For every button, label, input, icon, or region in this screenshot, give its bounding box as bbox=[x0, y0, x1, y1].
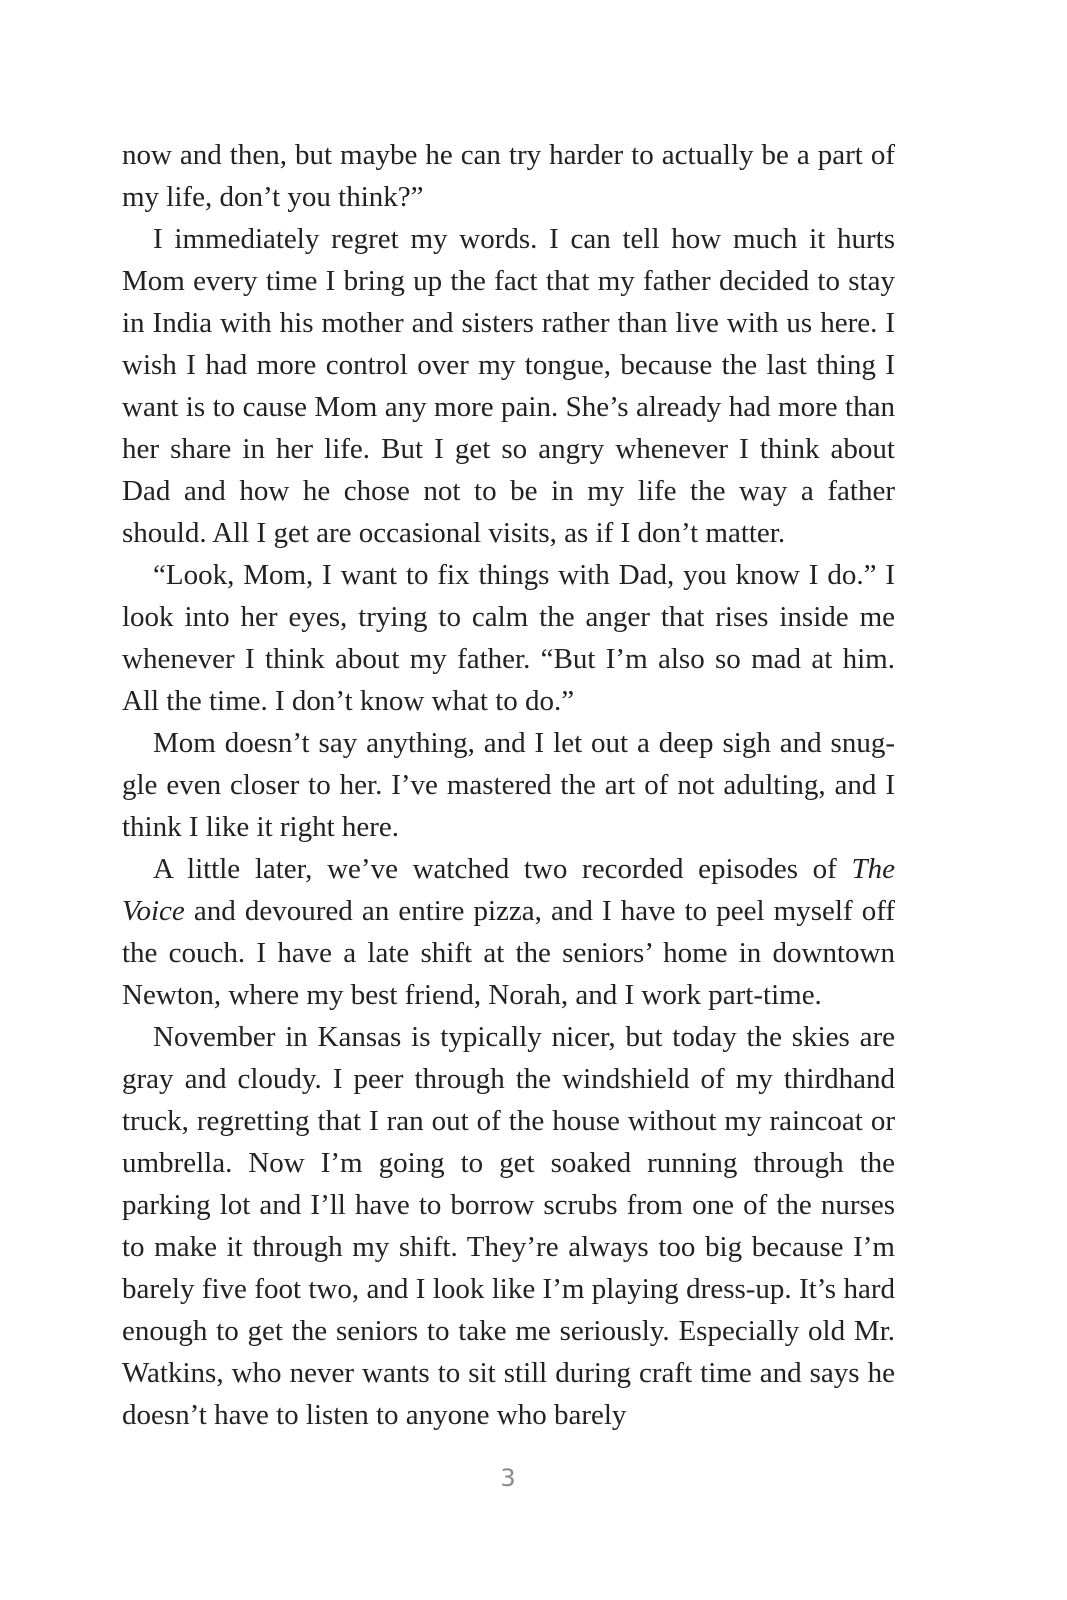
paragraph-text: A little later, we’ve watched two recorded episodes of bbox=[153, 853, 852, 885]
paragraph-text: “Look, Mom, I want to fix things with Dad, you know I do.” I look into her eyes, trying to calm the anger that rises inside me whenever I think about my father. “But I’m also so mad at him. All the time. I don’t know what to do.” bbox=[122, 559, 895, 717]
paragraph bbox=[122, 1016, 895, 1436]
paragraph bbox=[122, 218, 895, 554]
paragraph-text: I immediately regret my words. I can tell how much it hurts Mom every time I bring up the fact that my father decided to stay in India with his mother and sisters rather than live with us here. I wish I had more control over my tongue, because the last thing I want is to cause Mom any more pain. She’s already had more than her share in her life. But I get so angry whenever I think about Dad and how he chose not to be in my life the way a father should. All I get are occasional visits, as if I don’t matter. bbox=[122, 223, 895, 549]
paragraph-text: Mom doesn’t say anything, and I let out a deep sigh and snuggle even closer to her. I’ve mastered the art of not adulting, and I think I like it right here. bbox=[122, 727, 895, 843]
paragraph-text: November in Kansas is typically nicer, but today the skies are gray and cloudy. I peer through the windshield of my thirdhand truck, regretting that I ran out of the house without my raincoat or umbrella. Now I’m going to get soaked running through the parking lot and I’ll have to borrow scrubs from one of the nurses to make it through my shift. They’re always too big because I’m barely five foot two, and I look like I’m playing dress-up. It’s hard enough to get the seniors to take me seriously. Especially old Mr. Watkins, who never wants to sit still during craft time and says he doesn’t have to listen to anyone who barely bbox=[122, 1021, 895, 1431]
paragraph bbox=[122, 554, 895, 722]
paragraph-text: now and then, but maybe he can try harder to actually be a part of my life, don’t you think?” bbox=[122, 139, 895, 213]
paragraph-text: and devoured an entire pizza, and I have to peel myself off the couch. I have a late shift at the seniors’ home in downtown Newton, where my best friend, Norah, and I work part-time. bbox=[122, 895, 895, 1011]
paragraph bbox=[122, 848, 895, 1016]
italic-title: The Voice bbox=[122, 853, 895, 927]
body-text bbox=[122, 134, 895, 1436]
paragraph bbox=[122, 722, 895, 848]
page-number: 3 bbox=[500, 1464, 516, 1492]
paragraph bbox=[122, 134, 895, 218]
